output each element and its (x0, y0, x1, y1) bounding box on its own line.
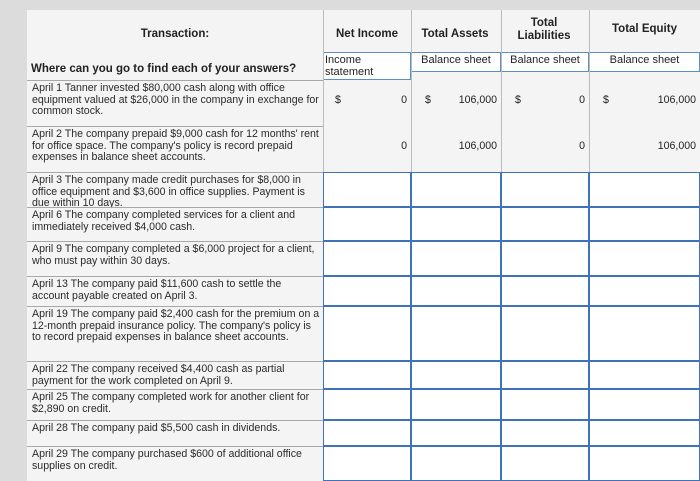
worksheet (27, 10, 700, 481)
net-income-input[interactable] (323, 172, 411, 207)
total-assets-input[interactable] (411, 420, 501, 446)
net-income-input[interactable] (323, 306, 411, 361)
total-equity-value[interactable]: 106,000 (657, 140, 696, 152)
total-assets-input[interactable] (411, 306, 501, 361)
transaction-text: April 3 The company made credit purchases for $8,000 in office equipment and $3,600 in office supplies. Payment is due within 10 days. (32, 174, 305, 207)
total-liabilities-input[interactable] (501, 207, 589, 241)
total-liabilities-value[interactable]: 0 (579, 140, 585, 152)
total-equity-input[interactable] (589, 172, 700, 207)
total-liabilities-input[interactable] (501, 241, 589, 276)
transaction-text: April 25 The company completed work for another client for $2,890 on credit. (32, 391, 310, 415)
transaction-text: April 1 Tanner invested $80,000 cash along with office equipment valued at $26,000 in the company in exchange for common stock. (32, 82, 319, 117)
row-divider (27, 361, 323, 362)
transaction-text: April 13 The company paid $11,600 cash to settle the account payable created on April 3. (32, 278, 282, 302)
row-divider (27, 207, 323, 208)
row-divider (27, 446, 323, 447)
total-assets-input[interactable] (411, 172, 501, 207)
source-total-equity-field[interactable]: Balance sheet (589, 52, 700, 72)
total-equity-input[interactable] (589, 276, 700, 306)
net-income-input[interactable] (323, 361, 411, 389)
source-total-liabilities-field[interactable]: Balance sheet (501, 52, 589, 72)
header-transaction: Transaction: (140, 28, 210, 40)
transaction-text: April 19 The company paid $2,400 cash for the premium on a 12-month prepaid insurance policy. The company's policy is to record prepaid expenses in balance sheet accounts. (32, 308, 320, 343)
row-divider (27, 172, 323, 173)
net-income-value[interactable]: 0 (401, 94, 407, 106)
row-divider (27, 126, 323, 127)
currency-sign: $ (335, 94, 341, 106)
total-assets-input[interactable] (411, 446, 501, 481)
total-liabilities-input[interactable] (501, 306, 589, 361)
net-income-input[interactable] (323, 389, 411, 420)
total-equity-input[interactable] (589, 361, 700, 389)
currency-sign: $ (515, 94, 521, 106)
total-liabilities-input[interactable] (501, 172, 589, 207)
row-divider (27, 276, 323, 277)
total-equity-input[interactable] (589, 207, 700, 241)
total-liabilities-input[interactable] (501, 446, 589, 481)
total-equity-value[interactable]: 106,000 (657, 94, 696, 106)
row-divider (27, 306, 323, 307)
total-liabilities-input[interactable] (501, 389, 589, 420)
transaction-text: April 2 The company prepaid $9,000 cash for 12 months' rent for office space. The company's policy is record prepaid expenses in balance sheet accounts. (32, 128, 319, 163)
total-equity-input[interactable] (589, 306, 700, 361)
total-equity-input[interactable] (589, 446, 700, 481)
net-income-value[interactable]: 0 (401, 140, 407, 152)
row-divider (27, 420, 323, 421)
total-assets-input[interactable] (411, 361, 501, 389)
question-text: Where can you go to find each of your answers? (31, 63, 297, 75)
total-assets-input[interactable] (411, 241, 501, 276)
net-income-input[interactable] (323, 276, 411, 306)
net-income-input[interactable] (323, 207, 411, 241)
net-income-input[interactable] (323, 241, 411, 276)
transaction-text: April 28 The company paid $5,500 cash in dividends. (32, 422, 281, 434)
header-total-liabilities: Total Liabilities (517, 17, 571, 42)
total-liabilities-input[interactable] (501, 420, 589, 446)
total-liabilities-input[interactable] (501, 276, 589, 306)
row-divider (27, 241, 323, 242)
transaction-text: April 9 The company completed a $6,000 project for a client, who must pay within 30 days. (32, 243, 315, 267)
row-divider (27, 80, 323, 81)
total-liabilities-value[interactable]: 0 (579, 94, 585, 106)
transaction-text: April 6 The company completed services for a client and immediately received $4,000 cash. (32, 209, 296, 233)
total-equity-input[interactable] (589, 241, 700, 276)
total-equity-input[interactable] (589, 420, 700, 446)
total-assets-input[interactable] (411, 389, 501, 420)
row-divider (27, 389, 323, 390)
source-total-assets-field[interactable]: Balance sheet (411, 52, 501, 72)
source-net-income-field[interactable]: Income statement (323, 52, 411, 80)
header-total-equity: Total Equity (612, 23, 677, 35)
transaction-text: April 22 The company received $4,400 cash as partial payment for the work completed on April 9. (32, 363, 285, 387)
currency-sign: $ (603, 94, 609, 106)
total-liabilities-input[interactable] (501, 361, 589, 389)
currency-sign: $ (425, 94, 431, 106)
total-assets-value[interactable]: 106,000 (458, 94, 497, 106)
total-assets-input[interactable] (411, 207, 501, 241)
transaction-text: April 29 The company purchased $600 of additional office supplies on credit. (32, 448, 302, 472)
header-total-assets: Total Assets (421, 28, 489, 40)
net-income-input[interactable] (323, 446, 411, 481)
header-net-income: Net Income (336, 28, 398, 40)
total-assets-input[interactable] (411, 276, 501, 306)
total-equity-input[interactable] (589, 389, 700, 420)
net-income-input[interactable] (323, 420, 411, 446)
total-assets-value[interactable]: 106,000 (458, 140, 497, 152)
